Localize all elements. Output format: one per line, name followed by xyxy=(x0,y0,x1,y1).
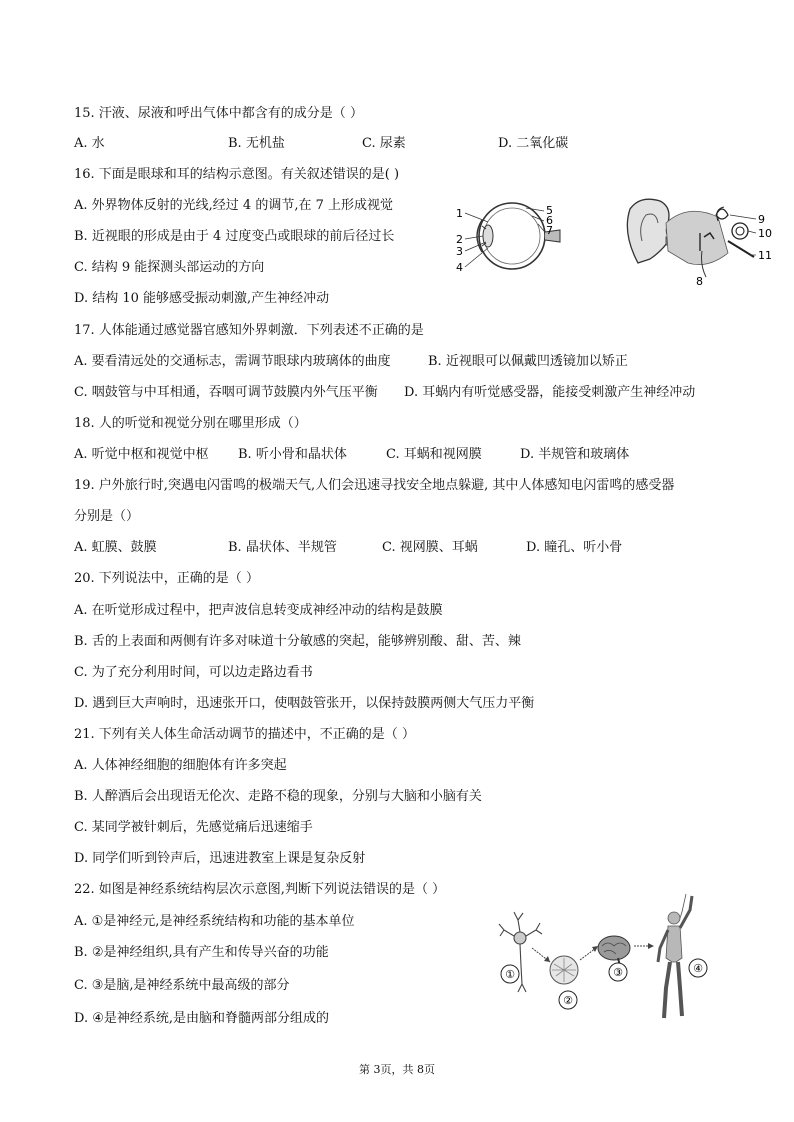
q16-stem: 16. 下面是眼球和耳的结构示意图。有关叙述错误的是( ) xyxy=(74,167,400,182)
eye-label-7: 7 xyxy=(546,224,553,237)
q16-option-b: B. 近视眼的形成是由于 4 过度变凸或眼球的前后径过长 xyxy=(74,229,395,244)
q19-option-b: B. 晶状体、半规管 xyxy=(228,540,337,555)
q22-option-d: D. ④是神经系统,是由脑和脊髓两部分组成的 xyxy=(74,1011,330,1026)
brain-icon xyxy=(598,936,630,966)
q20-stem: 20. 下列说法中，正确的是（ ） xyxy=(74,571,259,586)
q19-option-c: C. 视网膜、耳蜗 xyxy=(382,540,478,555)
q17-option-d: D. 耳蜗内有听觉感受器，能接受刺激产生神经冲动 xyxy=(404,385,696,400)
q18-option-d: D. 半规管和玻璃体 xyxy=(520,447,630,462)
q19-stem-continued: 分别是（） xyxy=(74,509,140,524)
q18-stem: 18. 人的听觉和视觉分别在哪里形成（） xyxy=(74,416,307,431)
ear-label-9: 9 xyxy=(758,213,765,226)
q17-option-c: C. 咽鼓管与中耳相通，吞咽可调节鼓膜内外气压平衡 xyxy=(74,385,378,400)
q22-option-b: B. ②是神经组织,具有产生和传导兴奋的功能 xyxy=(74,945,329,960)
q22-option-c: C. ③是脑,是神经系统中最高级的部分 xyxy=(74,978,290,993)
ear-label-8: 8 xyxy=(696,275,703,288)
q21-option-a: A. 人体神经细胞的细胞体有许多突起 xyxy=(74,758,287,773)
nerve-tissue-icon xyxy=(550,956,578,984)
q20-option-b: B. 舌的上表面和两侧有许多对味道十分敏感的突起，能够辨别酸、甜、苦、辣 xyxy=(74,634,521,649)
q16-option-a: A. 外界物体反射的光线,经过 4 的调节,在 7 上形成视觉 xyxy=(74,198,393,213)
ear-diagram xyxy=(618,193,778,291)
figure-label-3: ③ xyxy=(613,966,623,979)
q15-option-a: A. 水 xyxy=(74,136,105,151)
nervous-system-figure xyxy=(496,888,718,1028)
q19-option-a: A. 虹膜、鼓膜 xyxy=(74,540,157,555)
q19-stem: 19. 户外旅行时,突遇电闪雷鸣的极端天气,人们会迅速寻找安全地点躲避, 其中人体感知电闪雷鸣的感受器 xyxy=(74,478,675,493)
eye-label-1: 1 xyxy=(456,207,463,220)
q18-option-b: B. 听小骨和晶状体 xyxy=(238,447,347,462)
ear-label-11: 11 xyxy=(758,249,772,262)
page-footer: 第 3页，共 8页 xyxy=(359,1063,435,1076)
figure-label-2: ② xyxy=(563,994,573,1007)
q20-option-d: D. 遇到巨大声响时，迅速张开口，使咽鼓管张开，以保持鼓膜两侧大气压力平衡 xyxy=(74,696,535,711)
eye-label-4: 4 xyxy=(456,261,463,274)
q17-option-a: A. 要看清远处的交通标志，需调节眼球内玻璃体的曲度 xyxy=(74,354,391,369)
q16-option-d: D. 结构 10 能够感受振动刺激,产生神经冲动 xyxy=(74,291,330,306)
eye-label-3: 3 xyxy=(456,245,463,258)
q21-option-d: D. 同学们听到铃声后，迅速进教室上课是复杂反射 xyxy=(74,851,366,866)
figure-label-1: ① xyxy=(505,968,515,981)
human-nervous-system-icon xyxy=(658,894,692,1018)
q21-option-b: B. 人醉酒后会出现语无伦次、走路不稳的现象，分别与大脑和小脑有关 xyxy=(74,789,482,804)
q20-option-c: C. 为了充分利用时间，可以边走路边看书 xyxy=(74,665,313,680)
eye-label-5: 5 xyxy=(546,204,553,217)
q17-option-b: B. 近视眼可以佩戴凹透镜加以矫正 xyxy=(428,354,628,369)
q21-option-c: C. 某同学被针刺后，先感觉痛后迅速缩手 xyxy=(74,820,313,835)
q18-option-c: C. 耳蜗和视网膜 xyxy=(386,447,482,462)
q15-stem: 15. 汗液、尿液和呼出气体中都含有的成分是（ ） xyxy=(74,106,363,121)
q15-option-c: C. 尿素 xyxy=(362,136,406,151)
q22-stem: 22. 如图是神经系统结构层次示意图,判断下列说法错误的是（ ） xyxy=(74,882,446,897)
eye-diagram xyxy=(452,196,564,278)
q15-option-b: B. 无机盐 xyxy=(228,136,285,151)
eye-label-6: 6 xyxy=(546,214,553,227)
figure-label-4: ④ xyxy=(693,962,703,975)
eye-label-2: 2 xyxy=(456,233,463,246)
ear-label-10: 10 xyxy=(758,227,772,240)
q18-option-a: A. 听觉中枢和视觉中枢 xyxy=(74,447,209,462)
q22-option-a: A. ①是神经元,是神经系统结构和功能的基本单位 xyxy=(74,914,355,929)
q21-stem: 21. 下列有关人体生命活动调节的描述中，不正确的是（ ） xyxy=(74,727,415,742)
q16-option-c: C. 结构 9 能探测头部运动的方向 xyxy=(74,260,265,275)
q19-option-d: D. 瞳孔、听小骨 xyxy=(526,540,623,555)
q17-stem: 17. 人体能通过感觉器官感知外界刺激．下列表述不正确的是 xyxy=(74,323,424,338)
q15-option-d: D. 二氧化碳 xyxy=(498,136,569,151)
q20-option-a: A. 在听觉形成过程中，把声波信息转变成神经冲动的结构是鼓膜 xyxy=(74,603,443,618)
